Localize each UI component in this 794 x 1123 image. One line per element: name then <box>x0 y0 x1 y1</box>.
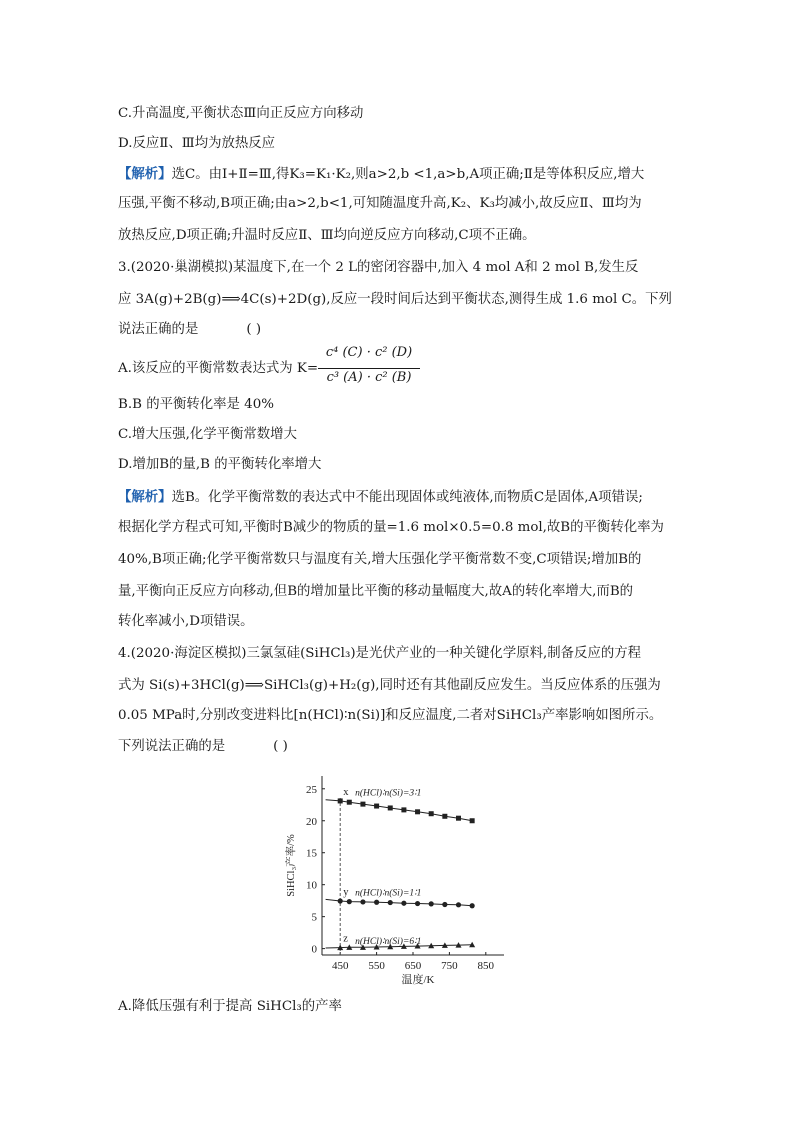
data-point-circle <box>442 902 447 907</box>
data-point-square <box>456 816 461 821</box>
analysis-tag: 【解析】 <box>118 166 172 182</box>
analysis-q2-line2: 压强,平衡不移动,B项正确;由a>2,b<1,可知随温度升高,K₂、K₃均减小,故反应Ⅱ、Ⅲ均为 <box>118 196 642 211</box>
fraction-bar <box>318 368 420 369</box>
option-d-q2: D.反应Ⅱ、Ⅲ均为放热反应 <box>118 136 276 151</box>
question-3-line2: 应 3A(g)+2B(g)⟹4C(s)+2D(g),反应一段时间后达到平衡状态,测得生成 1.6 mol C。下列 <box>118 292 672 307</box>
analysis-q3-line3: 40%,B项正确;化学平衡常数只与温度有关,增大压强化学平衡常数不变,C项错误;增加B的 <box>118 552 642 567</box>
data-point-square <box>374 804 379 809</box>
question-4-line1: 4.(2020·海淀区模拟)三氯氢硅(SiHCl₃)是光伏产业的一种关键化学原料,制备反应的方程 <box>118 646 642 661</box>
y-tick-label: 15 <box>306 847 317 860</box>
option-a-q3: A.该反应的平衡常数表达式为 K= <box>118 361 319 376</box>
data-point-circle <box>415 901 420 906</box>
analysis-q3-line2: 根据化学方程式可知,平衡时B减少的物质的量=1.6 mol×0.5=0.8 mol,故B的平衡转化率为 <box>118 520 664 535</box>
data-point-square <box>429 811 434 816</box>
data-point-circle <box>456 902 461 907</box>
question-4-stem-end: 下列说法正确的是 <box>118 739 226 754</box>
data-point-circle <box>374 900 379 905</box>
point-label: z <box>343 933 348 945</box>
analysis-q2-line1 <box>118 164 644 185</box>
data-point-square <box>347 800 352 805</box>
data-point-square <box>338 798 343 803</box>
data-point-square <box>442 814 447 819</box>
option-b-q3: B.B 的平衡转化率是 40% <box>118 397 274 412</box>
question-4-line4 <box>118 737 288 757</box>
y-tick-label: 10 <box>306 879 317 892</box>
data-point-circle <box>429 901 434 906</box>
question-3-stem-end: 说法正确的是 <box>118 322 199 337</box>
series-label: n(HCl)∶n(Si)=6∶1 <box>355 936 422 947</box>
data-point-circle <box>470 903 475 908</box>
question-4-line3: 0.05 MPa时,分别改变进料比[n(HCl)∶n(Si)]和反应温度,二者对SiHCl₃产率影响如图所示。 <box>118 708 663 723</box>
data-point-square <box>415 809 420 814</box>
data-point-circle <box>347 899 352 904</box>
analysis-q3-line5: 转化率减小,D项错误。 <box>118 614 254 629</box>
data-point-circle <box>360 899 365 904</box>
y-tick-label: 0 <box>311 943 317 956</box>
fraction-denominator: c³ (A) · c² (B) <box>326 370 412 385</box>
x-tick-label: 450 <box>331 960 349 972</box>
fraction-numerator: c⁴ (C) · c² (D) <box>325 345 413 360</box>
data-point-square <box>360 802 365 807</box>
y-tick-label: 20 <box>306 815 317 828</box>
x-axis-title: 温度/K <box>401 974 435 985</box>
analysis-q2-line3: 放热反应,D项正确;升温时反应Ⅱ、Ⅲ均向逆反应方向移动,C项不正确。 <box>118 228 536 243</box>
data-point-square <box>388 805 393 810</box>
series-label: n(HCl)∶n(Si)=3∶1 <box>355 788 422 799</box>
data-point-circle <box>388 900 393 905</box>
question-4-line2: 式为 Si(s)+3HCl(g)⟹SiHCl₃(g)+H₂(g),同时还有其他副反应发生。当反应体系的压强为 <box>118 678 661 693</box>
analysis-text: 选B。化学平衡常数的表达式中不能出现固体或纯液体,而物质C是固体,A项错误; <box>171 490 643 505</box>
option-c-q2: C.升高温度,平衡状态Ⅲ向正反应方向移动 <box>118 106 364 121</box>
analysis-tag: 【解析】 <box>118 489 172 505</box>
analysis-q3-line4: 量,平衡向正反应方向移动,但B的增加量比平衡的移动量幅度大,故A的转化率增大,而B的 <box>118 584 634 599</box>
series-label: n(HCl)∶n(Si)=1∶1 <box>355 888 422 899</box>
chart-series <box>326 798 476 950</box>
option-c-q3: C.增大压强,化学平衡常数增大 <box>118 427 297 442</box>
sihcl3-yield-chart <box>282 770 522 985</box>
analysis-text: 选C。由Ⅰ+Ⅱ=Ⅲ,得K₃=K₁·K₂,则a>2,b <1,a>b,A项正确;Ⅱ是等体积反应,增大 <box>171 167 645 182</box>
x-tick-label: 750 <box>441 960 458 972</box>
data-point-square <box>401 807 406 812</box>
x-tick-label: 550 <box>368 960 385 972</box>
option-a-q4: A.降低压强有利于提高 SiHCl₃的产率 <box>118 999 342 1014</box>
y-tick-label: 5 <box>311 911 317 924</box>
answer-blank: ( ) <box>246 322 262 337</box>
y-tick-label: 25 <box>306 783 317 796</box>
answer-blank: ( ) <box>273 739 288 754</box>
x-tick-label: 850 <box>477 960 495 972</box>
y-axis-title: SiHCl₃产率/% <box>286 834 297 897</box>
data-point-circle <box>401 901 406 906</box>
question-3-line1: 3.(2020·巢湖模拟)某温度下,在一个 2 L的密闭容器中,加入 4 mol A和 2 mol B,发生反 <box>118 260 639 275</box>
point-label: x <box>343 786 349 798</box>
x-tick-label: 650 <box>404 960 422 972</box>
question-3-line3 <box>118 320 261 340</box>
data-point-square <box>470 818 475 823</box>
analysis-q3-line1 <box>118 487 643 508</box>
option-d-q3: D.增加B的量,B 的平衡转化率增大 <box>118 457 322 472</box>
chart-axes <box>284 776 504 985</box>
data-point-circle <box>338 898 343 903</box>
point-label: y <box>343 886 349 898</box>
